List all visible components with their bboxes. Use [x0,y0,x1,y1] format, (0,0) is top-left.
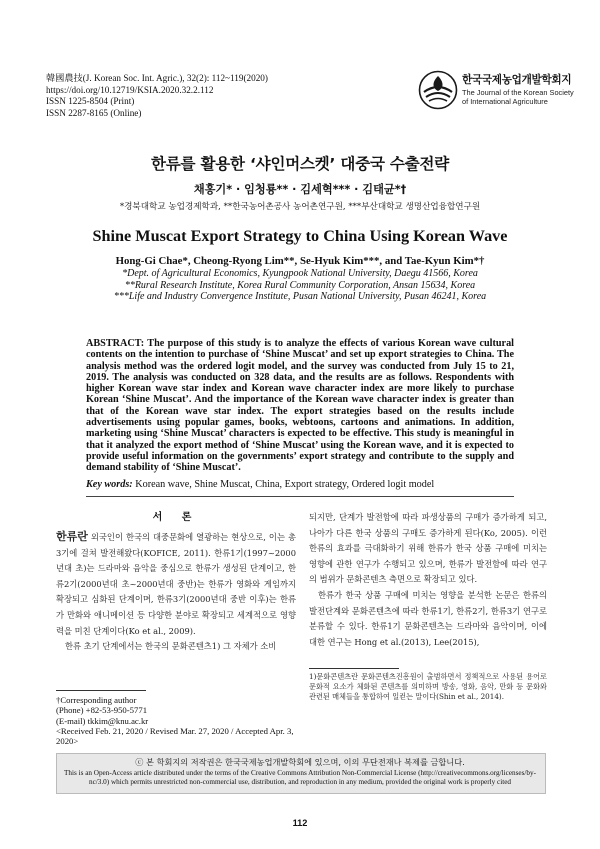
page-number: 112 [292,818,308,828]
title-english: Shine Muscat Export Strategy to China Using Korean Wave [92,227,508,245]
corresponding-phone: (Phone) +82-53-950-5771 [56,705,148,716]
paragraph [56,529,296,639]
society-name-en-line1: The Journal of the Korean Society [462,88,574,97]
society-name-en [462,88,574,106]
keywords [86,479,514,490]
affiliation-line: ***Life and Industry Convergence Institute, Pusan National University, Pusan 46241, Korea [113,291,487,303]
authors-english: Hong-Gi Chae*, Cheong-Ryong Lim**, Se-Hyuk Kim***, and Tae-Kyun Kim*† [115,255,485,267]
section-heading: 서 론 [152,512,200,523]
paragraph: 한류가 한국 상품 구매에 미치는 영향을 분석한 논문은 한류의 발전단계와 문화콘텐츠에 따라 한류1기, 한류2기, 한류3기 연구로 분류할 수 있다. 한류1기 문화콘텐츠는 드라마와 음악이며, 이에 대한 연구는 Hong et al.(2013), Lee(2015), [309,589,547,647]
issn-online: ISSN 2287-8165 (Online) [46,107,142,118]
footnote-divider [56,690,146,691]
body-column-left [56,529,296,655]
footnote-divider [309,668,399,669]
doi-link[interactable]: https://doi.org/10.12719/KSIA.2020.32.2.112 [46,84,214,95]
society-emblem-icon [418,70,458,110]
authors-korean: 채홍기* · 임청룡** · 김세혁*** · 김태균*† [193,183,407,196]
society-name-en-line2: of International Agriculture [462,97,548,106]
submission-dates: <Received Feb. 21, 2020 / Revised Mar. 27, 2020 / Accepted Apr. 3, 2020> [56,725,294,747]
corresponding-label: †Corresponding author [56,695,137,705]
paragraph: 되지만, 단계가 발전함에 따라 파생상품의 구매가 증가하게 되고, 나아가 다른 한국 상품의 구매도 증가하게 된다(Ko, 2005). 이런 한류의 효과를 극대화하기 위해 한류가 한국 상품 구매에 미치는 영향에 관한 연구가 수행되고 있으며, 한류가 발전함에 따라 연구의 범위가 문화콘텐츠 측면으로 확장되고 있다. [309,512,547,585]
copyright-english: This is an Open-Access article distributed under the terms of the Creative Commons Attribution Non-Commercial License (http://creativecommons.org/licenses/by-nc/3.0) which permits unrestricted non-commercial use, distribution, and reproduction in any medium, provided the original work is properly cited [64,769,536,786]
affiliation-line: **Rural Research Institute, Korea Rural Community Corporation, Ansan 15634, Korea [124,279,476,291]
citation-line [46,73,376,85]
corresponding-email[interactable]: (E-mail) tkkim@knu.ac.kr [56,715,149,726]
lead-word: 한류란 [56,530,88,543]
abstract: ABSTRACT: The purpose of this study is to analyze the effects of various Korean wave cultural contents on the intention to purchase of ‘Shine Muscat’ and set up export strategies to China. The analysis method was the ordered logit model, and the survey was conducted from July 15 to 21, 2019. The analysis was conducted on 328 data, and the results are as follows. Respondents with higher Korean wave star index and Korean wave character index are more likely to purchase Korean ‘Shine Muscat’. And the importance of the Korean wave character index is greater than that of the Korean wave star index. The export strategies based on the results include advertisements using popular games, books, webtoons, cartoons and animations. In addition, marketing using ‘Shine Muscat’ characters is expected to be effective. This study is meaningful in that it analyzed the export method of ‘Shine Muscat’ using the Korean wave, and it is expected to provide useful information on the governments’ export strategy and contribute to the supply and demand stability of ‘Shine Muscat’. [86,338,514,474]
journal-header [46,73,376,119]
society-logo [418,70,588,118]
affiliations-english [0,268,600,303]
divider [86,496,514,497]
affiliation-line: *Dept. of Agricultural Economics, Kyungpook National University, Daegu 41566, Korea [122,268,478,279]
citation-text: (J. Korean Soc. Int. Agric.), 32(2): 112~119(2020) [82,73,268,83]
society-name-ko: 한국국제농업개발학회지 [462,74,572,86]
paragraph: 한류 초기 단계에서는 한국의 문화콘텐츠1) 그 자체가 소비 [65,641,277,652]
keywords-list: Korean wave, Shine Muscat, China, Export strategy, Ordered logit model [135,479,435,490]
corresponding-author [56,695,306,746]
paragraph-text: 외국인이 한국의 대중문화에 열광하는 현상으로, 이는 총 3기에 걸쳐 발전해왔다(KOFICE, 2011). 한류1기(1997~2000년대 초)는 드라마와 음악을 중심으로 한류가 생성된 단계이고, 한류2기(2000년대 초~2000년대 중반)는 한류가 영화와 게임까지 확장되고 심화된 단계이며, 한류3기(2000년대 중반 이후)는 한류가 만화와 애니메이션 등 다양한 분야로 확장되고 세계적으로 영향력을 미친 단계이다(Ko et al., 2009). [56,532,296,636]
journal-abbrev-ko: 韓國農技 [46,73,83,83]
copyright-korean: ⓒ 본 학회지의 저작권은 한국국제농업개발학회에 있으며, 이의 무단전재나 복제를 금합니다. [135,757,465,767]
title-korean: 한류를 활용한 ‘샤인머스켓’ 대중국 수출전략 [150,155,450,173]
issn-print: ISSN 1225-8504 (Print) [46,96,135,107]
footnote: 1)문화콘텐츠란 문화콘텐츠진흥원이 출범하면서 정책적으로 사용된 용어로 문화적 요소가 체화된 콘텐츠를 의미하며 방송, 영화, 음악, 만화 등 문화와 관련된 매체들을 통합하여 일컫는 말이다(Shin et al., 2014). [309,672,547,702]
keywords-label: Key words: [86,479,133,490]
body-column-right [309,510,547,650]
affiliations-korean: *경북대학교 농업경제학과, **한국농어촌공사 농어촌연구원, ***부산대학교 생명산업융합연구원 [119,202,481,212]
